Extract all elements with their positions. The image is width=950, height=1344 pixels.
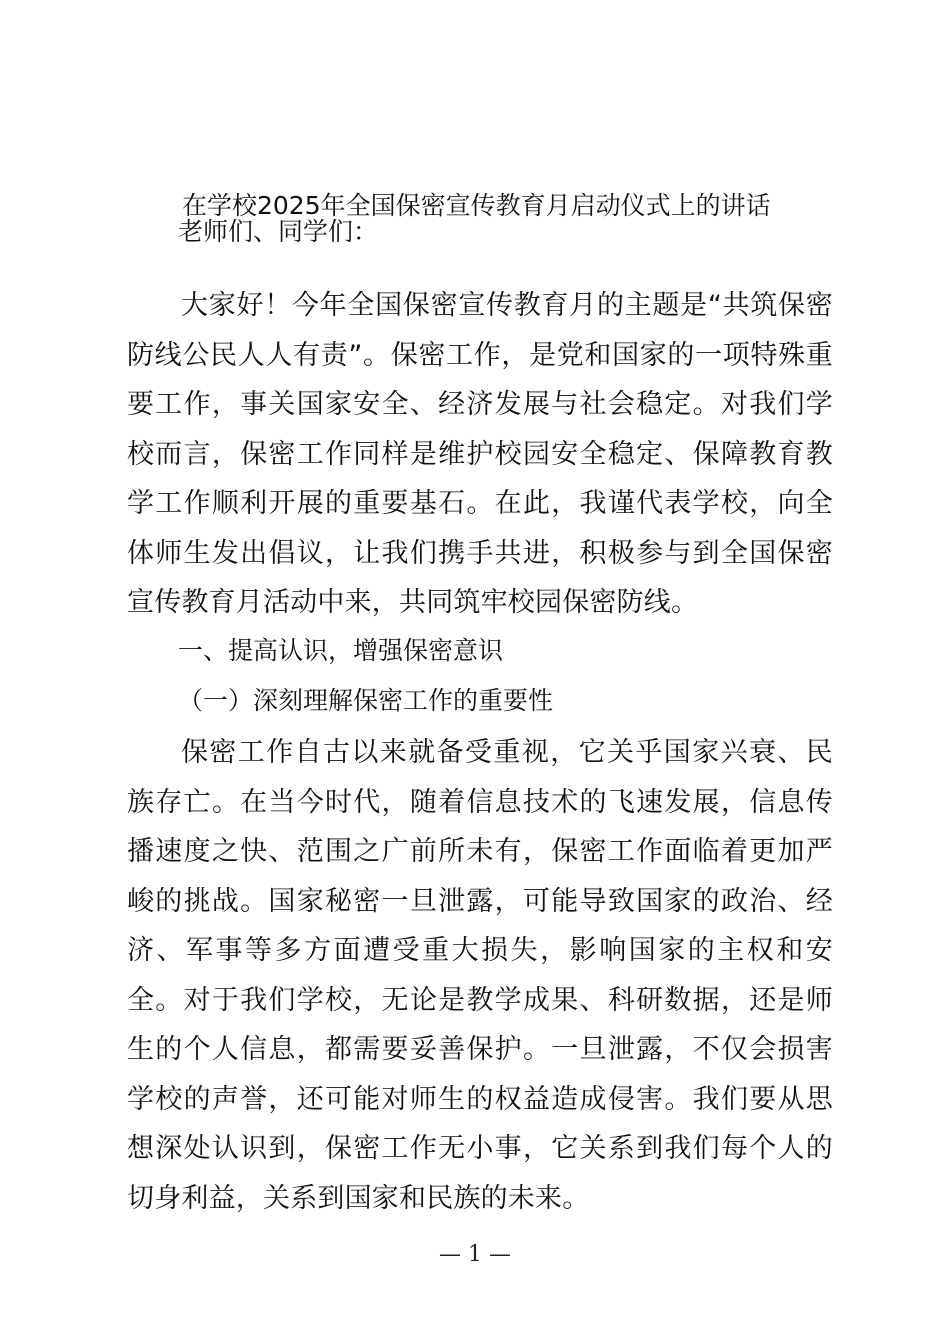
paragraph-importance: 保密工作自古以来就备受重视，它关乎国家兴衰、民族存亡。在当今时代，随着信息技术的飞速发展，信息传播速度之快、范围之广前所未有，保密工作面临着更加严峻的挑战。国家秘密一旦泄露，可能导致国家的政治、经济、军事等多方面遭受重大损失，影响国家的主权和安全。对于我们学校，无论是教学成果、科研数据，还是师生的个人信息，都需要妥善保护。一旦泄露，不仅会损害学校的声誉，还可能对师生的权益造成侵害。我们要从思想深处认识到，保密工作无小事，它关系到我们每个人的切身利益，关系到国家和民族的未来。 [127,737,833,1214]
document-title: 在学校2025年全国保密宣传教育月启动仪式上的讲话 [182,191,771,220]
section-heading: 一、提高认识，增强保密意识 [178,636,504,665]
paragraph-intro: 大家好！今年全国保密宣传教育月的主题是“共筑保密防线公民人人有责”。保密工作，是党和国家的一项特殊重要工作，事关国家安全、经济发展与社会稳定。对我们学校而言，保密工作同样是维护校园安全稳定、保障教育教学工作顺利开展的重要基石。在此，我谨代表学校，向全体师生发出倡议，让我们携手共进，积极参与到全国保密宣传教育月活动中来，共同筑牢校园保密防线。 [127,290,833,618]
page-number: — 1 — [439,1242,511,1267]
subsection-heading: （一）深刻理解保密工作的重要性 [178,686,554,715]
salutation: 老师们、同学们： [178,217,379,246]
